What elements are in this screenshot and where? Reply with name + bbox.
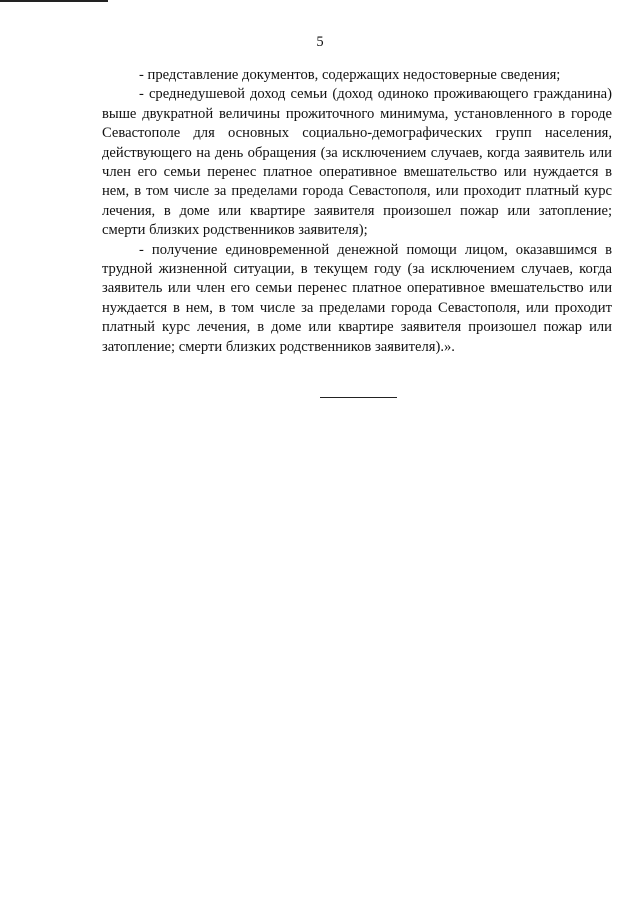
page-number: 5 (316, 34, 324, 50)
paragraph-income-criterion: - среднедушевой доход семьи (доход одиноко проживающего гражданина) выше двукратной величины прожиточного минимума, установленного в городе Севастополе для основных социально-демографических групп населения, действующего на день обращения (за исключением случаев, когда заявитель или член его семьи перенес платное оперативное вмешательство или нуждается в нем, в том числе за пределами города Севастополя, или проходит платный курс лечения, в доме или квартире заявителя произошел пожар или затопление; смерти близких родственников заявителя); (102, 86, 612, 239)
paragraph-prior-assistance: - получение единовременной денежной помощи лицом, оказавшимся в трудной жизненной ситуации, в текущем году (за исключением случаев, когда заявитель или член его семьи перенес платное оперативное вмешательство или нуждается в нем, в том числе за пределами города Севастополя, или проходит платный курс лечения, в доме или квартире заявителя произошел пожар или затопление; смерти близких родственников заявителя).». (102, 241, 612, 355)
closing-divider (320, 397, 397, 398)
paragraph-false-documents: - представление документов, содержащих недостоверные сведения; (139, 67, 561, 83)
scan-edge-line (0, 0, 108, 2)
document-body (102, 66, 612, 357)
